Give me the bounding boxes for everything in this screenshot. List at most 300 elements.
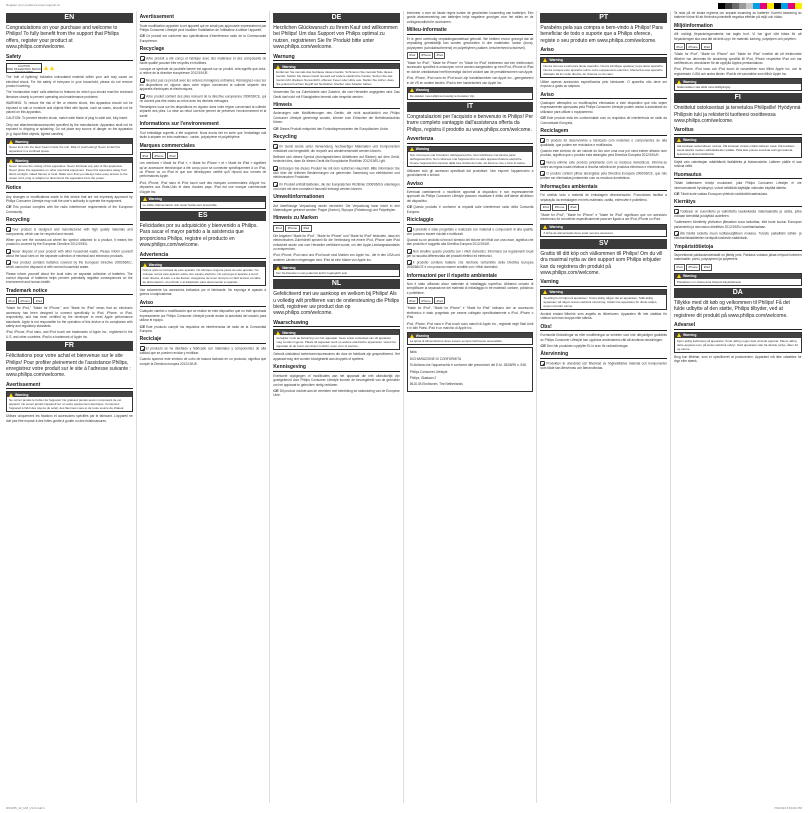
warning-triangle-icon [543,225,547,229]
made-for-logo: iPhone [686,264,700,271]
language-heading: SV [540,239,667,249]
warning-text: Fjern aldrig kabinettet på apparatet. Smør aldrig nogen dele af dette apparat. Placer aldrig dette apparat oven på andet elektrisk udstyr. Hold apparatet væk fra direkte sollys, åben ild og varme. [676,338,798,351]
recycling-text: Ne jetez pas ce produit avec les ordures ménagères ordinaires. Renseignez-vous sur les dispositions en vigueur dans votre région concernant la collecte séparée des appareils électriques et électroniques. [139,78,267,92]
welcome-intro: Felicidades por su adquisición y bienvenido a Philips. Para sacar el mayor partido a la asistencia que proporciona Philips, registre el producto en www.philips.com/welcome. [139,222,258,249]
color-swatches [718,3,802,9]
warning-label: Warning [282,64,296,69]
ce-notice [140,34,267,43]
section-heading: Recycling [6,217,133,225]
body-paragraph: Please inform yourself about the local rules on separate collection of batteries. The correct disposal of batteries helps prevent potentially negative consequences on the environment and human health. [6,271,133,285]
italy-declaration-line: Si dichiara che l'apparecchio è conforme alle prescrizioni del D.M. 28/08/95 n. 548. [409,363,527,368]
body-paragraph: Eventuali cambiamenti o modifiche apportati al dispositivo e non espressamente approvati da Philips Consumer Lifestyle possono invalidare il diritto dell'utente all'utilizzo del dispositivo. [406,190,534,203]
warning-label: Warning [15,158,29,163]
body-paragraph: Cuando aparece este símbolo de cubo de basura tachado en un producto, significa que cumple la Directiva europea 2012/19/UE. [139,357,267,366]
made-for-logo: iPad [434,52,445,59]
crossed-bin-icon [407,227,412,232]
ce-notice-text: Ce produit est conforme aux spécifications d'interférence radio de la Communauté Européenne. [139,34,267,43]
made-for-logos [674,43,802,50]
body-paragraph: "Made for iPod", "Made for iPhone" e "Made for iPad" significam que um acessório electrónico foi concebido especificamente para ser ligado a um iPod, iPhone ou iPad. [540,212,667,222]
warning-box [140,196,267,209]
ce-notice-text: Dit product voldoet aan de vereisten met betrekking tot radiostoring van de Europese Unie. [273,388,400,398]
crossed-bin-icon [674,209,679,214]
warning-text: Never look into the laser beam inside the unit. Risk of overheating! Never install this apparatus in a confined space. [9,145,121,153]
language-heading: IT [407,102,534,112]
body-paragraph: Renseignez-vous sur les dispositions en vigueur dans votre région concernant la collecte séparée des piles. La mise au rebut correcte permet de préserver l'environnement et la santé. [139,105,267,118]
section-heading: Recycling [273,134,400,142]
body-paragraph: Cualquier cambio o modificación que se realice en este dispositivo que no esté aprobada expresamente por Philips Consumer Lifestyle puede anular la autoridad del usuario para utilizar el equipo. [139,309,267,323]
language-heading: ES [140,211,267,221]
ce-mark-icon: CE [139,323,146,329]
crossed-bin-icon [140,78,145,83]
italy-declaration-line: Philips Consumer Lifestyle [409,369,448,374]
made-for-logo: iPad [568,204,579,211]
warning-box [140,261,267,286]
recycling-text: Il prodotto contiene batterie che rientrano nell'ambito della Direttiva Europea 2006/66/CE e non possono essere smaltite con i rifiuti domestici. [406,260,534,270]
crossed-bin-icon [140,56,145,61]
crossed-bin-icon [140,346,145,351]
color-swatch [732,3,739,9]
made-for-logos [273,225,400,232]
warning-box [674,78,802,91]
body-paragraph: Lorsque ce symbole de poubelle barrée est apposé sur un produit, cela signifie que celui-ci relève de la directive européenne 2012/19/UE. [139,67,267,76]
recycling-text: Nunca elimine este produto juntamente com os resíduos domésticos. Informe-se sobre as regras locais relativas à recolha selectiva de produtos eléctricos e electrónicos. [540,160,667,169]
warning-triangle-icon [543,58,547,62]
column-2 [137,11,271,803]
italy-declaration-line: DICHIARAZIONE DI CONFORMITÀ [409,356,462,361]
warning-box [407,332,534,345]
color-swatch [760,3,767,9]
warning-triangle-icon [143,263,147,267]
recycling-notice [273,144,400,153]
language-heading: FI [674,93,802,103]
footer-file: DS1155_12_UM_V1.0.indd 1 [6,806,45,810]
welcome-intro: Congratulazioni per l'acquisto e benvenuto in Philips! Per trarre completo vantaggio dall'assistenza offerta da Philips, registra il prodotto su www.philips.com/welcome. [406,113,534,133]
warning-box [6,157,133,182]
made-for-logo: iPod [6,297,17,304]
made-for-logos [140,152,267,159]
warning-label: Warning [15,139,29,144]
warning-text: Entfernen Sie niemals das Gehäuse dieses Geräts. Schmieren Sie niemals Teile dieses Geräts. Stellen Sie dieses Gerät niemals auf andere elektrische Geräte. Setzen Sie das Gerät nicht direktem Sonnenlicht, offenem Feuer oder Hitze aus. Stellen Sie sicher, dass Sie jederzeit leichten Zugriff auf Netzkabel, Stecker oder Adapter haben. [276,70,394,87]
section-heading: Informations sur l'environnement [140,121,267,129]
made-for-logo: iPad [701,264,712,271]
recycling-notice [540,361,667,370]
language-heading: DA [674,288,802,298]
recycling-notice [140,94,267,103]
warning-triangle-icon [410,334,414,338]
warning-box [674,273,802,286]
column-6 [671,11,805,803]
warning-triangle-icon [276,65,280,69]
warning-triangle-icon [677,274,681,278]
language-heading: FR [6,341,133,351]
ce-notice-text: This product complies with the radio interference requirements of the European Community. [6,205,133,214]
warning-text: Nunca quite la carcasa de este aparato. No lubrique ninguna pieza de este aparato. No coloque nunca este aparato sobre otro equipo eléctrico. No exponga el aparato a la luz solar directa, al calor o a las llamas. Asegúrese de tener siempre un fácil acceso al cable de alimentación, al enchufe o al adaptador para desconectar el aparato. [142,268,261,285]
crossed-bin-icon [407,249,412,254]
made-for-logo: iPad [434,297,445,304]
recycling-text: Älä hävitä tuotetta muun kotitalousjätteen mukana. Tutustu paikallisiin sähkö- ja elektroniikkalaitteiden keräystä koskeviin säädöksiin. [673,231,802,241]
recycling-text: Produkten är utvecklad och tillverkad av högkvalitativa material och komponenter som både kan återvinnas och återanvändas. [540,361,667,370]
section-heading: Obs! [540,324,667,332]
warning-triangle-icon [9,393,13,397]
warning-section-heading: Aviso [540,47,667,55]
body-paragraph: Gebruik uitsluitend toebehoren/accessoires die door de fabrikant zijn gespecificeerd. Het apparaat mag niet worden blootgesteld aan druppels of spetters. [273,352,400,361]
body-paragraph: iPod, iPhone, iPod nano, and iPod touch are trademarks of Apple Inc., registered in the U.S. and other countries. iPad is a trademark of Apple Inc. [6,330,133,339]
ce-mark-icon: CE [273,125,279,131]
warning-section-heading: Warnung [273,54,400,62]
body-paragraph: Eventuele wijzigingen of modificaties aan het apparaat die niet uitdrukkelijk zijn goedgekeurd door Philips Consumer Lifestyle kunnen de bevoegdheid van de gebruiker om het apparaat te gebruiken nietig verklaren. [273,373,400,387]
body-paragraph: Use solamente los accesorios indicados por el fabricante. No exponga el aparato a goteos ni salpicaduras. [139,288,267,297]
color-swatch [781,3,788,9]
recycling-text: Ihr Produkt enthält Batterien, die der Europäischen Richtlinie 2006/66/EG unterliegen und nicht mit dem normalen Hausmüll entsorgt werden können. [273,181,400,191]
section-heading: Reciclagem [540,128,667,136]
color-swatch [718,3,725,9]
crossed-bin-icon [540,160,545,165]
body-paragraph: Tout emballage superflu a été supprimé. Nous avons fait en sorte que l'emballage soit facile à séparer en trois matériaux : carton, polystyrène et polyéthylène. [139,130,267,140]
warning-triangle-icon [543,290,547,294]
recycling-notice [273,166,400,180]
italy-declaration-line: Italia [409,350,417,355]
ce-notice [674,192,802,196]
warning-label: Warning [682,274,697,279]
body-paragraph: Käytä vain valmistajan määrittämiä lisälaitteita ja lisävarusteita. Laitteen päälle ei saa roiskua vettä. [673,159,802,169]
warning-text: Verwijder nooit de behuizing van het apparaat. Geen enkel onderdeel van dit apparaat mag worden ingevet. Plaats dit apparaat nooit op andere elektrische apparatuur. Houd het apparaat uit de buurt van direct zonlicht, open vuur of warmte. [276,336,396,349]
section-heading: Aviso [140,300,267,308]
body-paragraph: The 'bolt of lightning' indicates uninsulated material within your unit may cause an electrical shock. For the safety of everyone in your household, please do not remove product covering. [6,75,133,88]
color-swatch [725,3,732,9]
warning-triangle-icon [143,197,147,201]
ce-notice [6,205,133,214]
body-paragraph: CAUTION: To prevent electric shock, match wide blade of plug to wide slot, fully insert. [6,116,129,121]
body-paragraph: iPod, iPhone, iPod nano och iPod touch är varumärken som tillhör Apple Inc. och är registrerade i USA och andra länder. iPad är ett varumärke som tillhör Apple Inc. [673,67,802,76]
welcome-intro: Congratulations on your purchase and welcome to Philips! To fully benefit from the support that Philips offers, register your product at www.philips.com/welcome. [6,25,120,51]
made-for-logo: iPad [167,152,178,159]
warning-text: Le câble d'alimentation doit rester facilement accessible. [142,202,218,207]
warning-text: Non rimuovere mai l'involucro dell'apparecchio. Non lubrificare mai alcuna parte dell'apparecchio. Non collocare mai l'apparecchio su altre apparecchiature elettriche. Tenere l'apparecchio lontano dalla luce diretta del sole, da fiamme vive o fonti di calore. [409,152,526,165]
italy-declaration-box [407,347,534,391]
welcome-intro: Herzlichen Glückwunsch zu Ihrem Kauf und willkommen bei Philips! Um das Support von Philips optimal zu nutzen, registrieren Sie Ihr Produkt bitte unter www.philips.com/welcome. [273,25,398,51]
warning-label: Warning [148,197,163,202]
warning-label: Warning [549,290,563,295]
warning-triangle-icon [9,159,13,163]
warning-label: Warning [682,79,697,84]
section-heading: Informazioni per il rispetto ambientale [407,273,534,281]
crossed-bin-icon [540,171,545,176]
section-heading: Kennisgeving [273,364,400,372]
ce-notice-text: Este produto está em conformidade com os requisitos de interferência de rádio da Comunidade Europeia. [540,116,667,125]
recycling-notice [6,227,133,236]
warning-triangle-icon [410,147,414,151]
warning-text: Nätkontakten ska alltid vara lättillgänglig. [676,85,732,90]
ce-mark-icon: CE [540,342,546,348]
recycling-text: O produto contém pilhas abrangidas pela Directiva Europeia 2006/66/CE, que não podem ser eliminadas juntamente com os resíduos domésticos. [540,171,667,181]
made-for-logos [407,297,534,304]
caution-label-box [6,63,42,73]
section-heading: Ympäristötietoja [674,244,802,252]
made-for-logo: iPhone [152,152,166,159]
ce-notice [540,344,667,348]
section-heading: Informações ambientais [540,184,667,192]
section-heading: Umweltinformationen [273,194,400,202]
warning-text: De stekker moet altijd eenvoudig te bereiken zijn. [409,93,476,98]
warning-section-heading: Varoitus [674,127,802,135]
caution-label-line: CAUTION [18,65,30,69]
color-swatch [753,3,760,9]
body-paragraph: Auf überflüssige Verpackung wurde verzichtet. Die Verpackung kann leicht in drei Materialtypen getrennt werden: Pappe (Karton), Styropor (Polsterung) und Polyethylen. [273,203,400,212]
recycling-text: Ihr Gerät wurde unter Verwendung hochwertiger Materialien und Komponenten entwickelt und hergestellt, die recycelt und wiederverwendet werden können. [273,143,400,153]
body-paragraph: Eventuella förändringar av eller modifieringar av enheten som inte uttryckligen godkänts av Philips Consumer Lifestyle kan upphäva användarens rätt att använda utrustningen. [540,333,667,342]
recycling-notice [140,346,267,355]
caution-label-line: RISK OF ELECTRIC SHOCK DO NOT OPEN [7,68,41,75]
warning-text: Ne retirez jamais le boîtier de l'appareil. Ne graissez jamais aucun composant de cet appareil. Ne posez jamais l'appareil sur un autre équipement électrique. Conservez l'appareil à l'abri des rayons du soleil, des flammes nues et de toute source de chaleur. [9,398,125,411]
warning-section-heading: Advarsel [674,322,802,330]
body-paragraph: Använd endast tillbehör som angetts av tillverkaren. Apparaten får inte utsättas för vätskor som kan droppa eller stänka. [540,311,667,321]
body-paragraph: Die Angaben "Made for iPod", "Made for iPhone" und "Made for iPad" bedeuten, dass ein elektronisches Zubehörteil speziell für die Verbindung mit einem iPod, iPhone oder iPad entwickelt wurde und vom Hersteller zertifiziert wurde, um den Apple-Leistungsstandards zu entsprechen. [273,233,400,252]
warning-text: Pistokkeen on oltava aina helposti käytettävissä. [676,279,742,284]
ce-mark-icon: CE [139,33,146,39]
recycling-notice [540,138,667,147]
body-paragraph: Befindet sich dieses Symbol (durchgestrichene Abfalltonne auf Rädern) auf dem Gerät, bedeutet dies, dass für dieses Gerät die Europäische Richtlinie 2012/19/EU gilt. [273,154,400,164]
recycling-notice [540,171,667,180]
recycling-text: Votre produit contient des piles relevant de la directive européenne 2006/66/CE, qui ne doivent pas être mises au rebut avec les déchets ménagers. [139,94,267,103]
color-swatch [767,3,774,9]
recycling-notice [6,260,133,269]
made-for-logo: iPod [674,43,685,50]
section-heading: Återvinning [540,351,667,359]
body-paragraph: Utilize apenas acessórios especificados pelo fabricante. O aparelho não deve ser exposto a gotas ou salpicos. [540,79,667,89]
body-paragraph: "Made for iPod", "Made for iPhone" och "Made for iPad" innebär att ett elektroniskt tillbehör har utformats för anslutning specifikt till iPod, iPhone respektive iPad och har certifierats av utvecklaren för att uppfylla Apples prestandakrav. [673,52,802,65]
ce-mark-icon: CE [406,204,413,210]
column-1 [3,11,137,803]
body-paragraph: When you see the crossed-out wheel bin symbol attached to a product, it means the product is covered by the European Directive 2012/19/EU. [6,238,133,247]
warning-box [540,224,667,237]
warning-section-heading: Advertencia [140,252,267,260]
recycling-notice [407,249,534,258]
section-heading: Avviso [407,181,534,189]
recycling-notice [6,249,133,258]
section-heading: Safety [6,54,133,62]
recycling-text: Your product contains batteries covered by the European Directive 2006/66/EC, which cannot be disposed of with normal household waste. [6,260,133,270]
ce-notice [407,205,534,214]
warning-box [540,57,667,78]
caution-symbols [6,63,133,73]
register-line: Register your product and get support at [6,3,60,7]
section-heading: Hinweis zu Marken [273,215,400,223]
recycling-notice [674,231,802,240]
body-paragraph: Quando este símbolo de um caixote do lixo com uma cruz por cima estiver afixado num produto, significa que o produto está abrangido pela Directiva Europeia 2012/19/UE. [540,148,667,158]
body-paragraph: Quando su un prodotto si trova il simbolo del bidone dei rifiuti con una croce, significa che tale prodotto è soggetto alla Direttiva Europea 2012/19/UE. [406,237,534,247]
body-paragraph: Utilisez uniquement les fixations et accessoires spécifiés par le fabricant. L'appareil ne doit pas être exposé à des fuites goutte à goutte ou des éclaboussures. [6,414,133,423]
body-paragraph: The 'exclamation mark' calls attention to features for which you should read the enclosed literature closely to prevent operating and maintenance problems. [6,90,133,99]
warning-box [674,332,802,353]
made-for-logo: iPod [140,152,151,159]
crossed-bin-icon [273,182,278,187]
made-for-logos [407,52,534,59]
body-paragraph: Brug kun tilbehør, som er specificeret af producenten. Apparatet må ikke udsættes for dryp eller stænk. [673,354,802,363]
made-for-logos [674,264,802,271]
body-paragraph: Allt onödigt förpackningsmaterial har tagits bort. Vi har gjort vårt bästa för att förpackningen ska vara lätt att dela upp i tre material: kartong, polystyren och polyeten. [673,32,802,41]
crossed-bin-icon [273,166,278,171]
warning-box [540,289,667,310]
warning-box [273,63,400,88]
made-for-logo: iPhone [18,297,32,304]
warning-box [6,138,133,155]
warning-triangle-icon [677,333,681,337]
welcome-intro: Grattis till ditt köp och välkommen till Philips! Om du vill dra maximal nytta av den support som Philips erbjuder kan du registrera din produkt på www.philips.com/welcome. [540,250,663,276]
warning-text: Ta aldrig bort höljet på apparaten. Smörj aldrig någon del av apparaten. Ställ aldrig apparaten på någon annan elektrisk utrustning. Utsätt inte apparaten för direkt solljus, öppen eld eller värme. [543,295,658,308]
warning-label: Warning [282,265,296,270]
color-swatch [788,3,795,9]
warning-label: Warning [549,58,563,63]
recycling-notice [140,56,267,65]
crossed-bin-icon [6,260,11,265]
warning-text: Älä koskaan avaa laitteen runkoa. Älä koskaan voitele mitään laitteen osaa. Älä koskaan aseta laitetta muiden sähkölaitteiden päälle. Pidä laite poissa suorasta auringonvalosta, liekeistä ja lämmönlähteistä. [676,143,795,156]
body-paragraph: WARNING: To reduce the risk of fire or electric shock, this apparatus should not be exposed to rain or moisture and objects filled with liquids, such as vases, should not be placed on this apparatus. [6,101,133,114]
color-swatch [774,3,781,9]
section-heading: Avertissement [140,14,267,22]
language-heading: DE [273,13,400,23]
warning-triangle-icon [276,331,280,335]
made-for-logo: iPod [407,52,418,59]
welcome-intro: Onnittelut ostoksestasi ja tervetuloa Philipsille! Hyödynnä Philipsin tuki ja rekisteröi tuotteesi osoitteessa www.philips.com/welcome. [673,105,801,124]
recycling-notice [540,160,667,169]
made-for-logo: iPhone [419,297,433,304]
made-for-logo: iPhone [552,204,566,211]
body-paragraph: iPod, iPhone, iPod nano et iPod touch sont des marques commerciales d'Apple Inc. déposées aux États-Unis et dans d'autres pays. iPad est une marque commerciale d'Apple Inc. [139,180,267,194]
ce-notice [273,127,400,131]
body-paragraph: iPod, iPhone, iPod nano en iPod touch zijn handelsmerken van Apple Inc., geregistreerd in de VS en andere landen. iPad is een handelsmerk van Apple Inc. [406,76,534,85]
section-heading: Trademark notice [6,288,133,296]
body-paragraph: Non è stato utilizzato alcun materiale di imballaggio superfluo. Abbiamo cercato di semplificare la separazione dei materiali di imballaggio in tre materiali: cartone, polistirolo e polietilene. [406,282,534,295]
warning-label: Warning [15,392,29,397]
made-for-logo: iPod [273,225,284,232]
italy-declaration-line: Philips, Glaslaan 2 [409,375,437,380]
warning-label: Warning [148,262,163,267]
ce-mark-icon: CE [540,115,546,121]
ce-mark-icon: CE [6,204,12,210]
ce-mark-icon: CE [673,191,680,196]
body-paragraph: Tuotteeseen kiinnitetty yliviivatun jäteastian kuva tarkoittaa, että tuote kuuluu Euroopan parlamentin ja neuvoston direktiivin 2012/19/EU soveltamisalaan. [673,220,802,229]
crossed-bin-icon [6,249,11,254]
crossed-bin-icon [273,144,278,149]
body-paragraph: Tähän laitteeseen tehdyt muutokset, joita Philips Consumer Lifestyle ei ole nimenomaisesti hyväksynyt, voivat mitätöidä käyttäjän oikeuden käyttää laitetta. [673,181,802,190]
section-heading: Huomautus [674,172,802,180]
ce-notice-text: Tämä tuote vastaa Euroopan yhteisön radiohäiriövaatimuksia. [680,192,768,196]
italy-declaration-line: 5616 JB Eindhoven, The Netherlands [409,382,463,387]
welcome-intro: Parabéns pela sua compra e bem-vindo à Philips! Para beneficiar de todo o suporte que a Philips oferece, registe o seu produto em www.philips.com/welcome. [540,25,663,44]
column-5 [537,11,671,803]
section-heading: Recyclage [140,46,267,54]
warning-text: Nunca remova a estrutura deste aparelho. Nunca lubrifique qualquer peça deste aparelho. Nunca coloque este aparelho sobre outro equipamento eléctrico. Mantenha este aparelho afastado da luz solar directa, de chamas ou do calor. [543,63,664,76]
language-heading: NL [273,279,400,289]
warning-box [273,329,400,350]
recycling-text: Non smaltire questo prodotto con i rifiuti domestici. Informarsi sui regolamenti locali per la raccolta differenziata dei prodotti elettrici ed elettronici. [406,249,534,258]
color-swatch [746,3,753,9]
section-heading: Miljöinformation [674,23,802,31]
made-for-logo: iPod [407,297,418,304]
warning-label: Warning [282,330,296,335]
manual-page [3,11,805,803]
recycling-text: Votre produit a été conçu et fabriqué avec des matériaux et des composants de haute qualité pouvant être recyclés et réutilisés. [139,55,267,65]
body-paragraph: Er is geen overbodig verpakkingsmateriaal gebruikt. We hebben ervoor gezorgd dat de verpakking gemakkelijk kan worden gescheiden in drie materialen: karton (doos), polystyreen (schokabsorberend) en polyethyleen (zakken, beschermend schuimvel). [406,36,534,50]
section-heading: Hinweis [273,102,400,110]
welcome-intro: Félicitations pour votre achat et bienvenue sur le site Philips! Pour profiter pleinement de l'assistance Philips, enregistrez votre produit sur le site à l'adresse suivante : www.philips.com/welcome. [6,353,131,379]
warning-triangle-icon [410,88,414,92]
section-heading: Kierrätys [674,199,802,207]
column-4 [404,11,538,803]
recycling-text: El producto se ha diseñado y fabricado con materiales y componentes de alta calidad que se pueden reciclar y reutilizar. [139,346,267,355]
section-heading: Notice [6,185,133,193]
made-for-logo: iPhone [285,225,299,232]
recycling-text: Never dispose of your product with other household waste. Please inform yourself about the local rules on the separate collection of electrical and electronic products. [6,249,133,258]
language-heading: EN [6,13,133,23]
made-for-logo: iPad [301,225,312,232]
made-for-logo: iPad [33,297,44,304]
made-for-logo: iPhone [419,52,433,59]
body-paragraph: Any changes or modifications made to this device that are not expressly approved by Philips Consumer Lifestyle may void the user's authority to operate the equipment. [6,194,133,203]
warning-triangle-icon [677,80,681,84]
body-paragraph: Änderungen oder Modifizierungen des Geräts, die nicht ausdrücklich von Philips Consumer Lifestyle genehmigt wurden, können zum Erlöschen der Betriebserlaubnis führen. [273,111,400,125]
body-paragraph: Only use attachments/accessories specified by the manufacturer. Apparatus shall not be exposed to dripping or splashing. Do not place any source of danger on the apparatus (e.g. liquid filled objects, lighted candles). [6,122,133,136]
recycling-text: Il prodotto è stato progettato e realizzato con materiali e componenti di alta qualità, che possono essere riciclati e riutilizzati. [406,226,534,236]
warning-label: Warning [415,333,430,338]
body-paragraph: Ta reda på de lokala reglerna om separat insamling av batterier. Korrekt kassering av batterier bidrar till att förhindra potentiellt negativa effekter på miljö och hälsa. [673,11,802,20]
recycling-notice [273,182,400,191]
ce-notice [140,325,267,334]
warning-box [407,146,534,167]
section-heading: Reciclaje [140,336,267,344]
warning-label: Warning [415,88,430,93]
warning-label: Warning [682,138,697,143]
crossed-bin-icon [140,94,145,99]
body-paragraph: Toute modification apportée à cet appareil qui ne serait pas approuvée expressément par Philips Consumer Lifestyle peut invalider l'habilitation de l'utilisateur à utiliser l'appareil. [139,23,267,32]
recycling-text: Tuotteesi on suunniteltu ja valmistettu laadukkaista materiaaleista ja osista, jotka voidaan kierrättää ja käyttää uudelleen. [673,209,802,218]
print-registration-bar [0,3,808,9]
body-paragraph: Verwenden Sie nur Zubehörteile oder Zubehör, die vom Hersteller angegeben sind. Das Gerät darf nicht mit Flüssigkeiten benetzt oder bespritzt werden. [273,90,400,99]
ce-notice-text: Dieses Produkt entspricht den Funkstörgrenzwerten der Europäischen Union. [279,126,390,131]
made-for-logos [6,297,133,304]
body-paragraph: Utilizzare solo gli accessori specificati dal produttore. Non esporre l'apparecchio a gocciolamenti o schizzi. [406,168,534,178]
body-paragraph: "Made for iPod", "Made for iPhone" e "Made for iPad" indicano che un accessorio elettronico è stato progettato per essere collegato specificatamente a iPod, iPhone o iPad. [406,306,534,320]
crossed-bin-icon [674,231,679,236]
recycling-notice [674,209,802,218]
footer-date: 7/4/2013 3:54:01 PM [774,806,802,810]
warning-triangle-icon [276,266,280,270]
made-for-logo: iPhone [686,43,700,50]
warning-text: Der Netzstecker muss jederzeit leicht zugänglich sein. [276,271,349,276]
body-paragraph: "Made for iPod", "Made for iPhone" en "Made for iPad" betekenen dat een elektronisch accessoire specifiek is ontworpen om te worden aangesloten op een iPod, iPhone of iPad en dat de ontwikkelaar heeft bevestigd dat het voldoet aan de prestatienormen van Apple. [406,60,534,74]
section-heading: Marques commerciales [140,143,267,151]
crossed-bin-icon [407,260,412,265]
body-paragraph: Les mentions « Made for iPod », « Made for iPhone » et « Made for iPad » signifient qu'un accessoire électronique a été conçu pour se connecter spécifiquement à un iPod, un iPhone ou un iPad et que son développeur certifie qu'il répond aux normes de performances Apple. [139,161,267,179]
ce-notice-text: Este producto cumple los requisitos de interferencias de radio de la Comunidad Europea. [139,324,267,333]
recycling-text: Entsorgen Sie dieses Produkt nie mit dem restlichen Hausmüll. Bitte informieren Sie sich über die örtlichen Bestimmungen zur getrennten Sammlung von elektrischen und elektronischen Produkten. [273,166,400,180]
body-paragraph: Foi omitido todo o material de embalagem desnecessário. Procurámos facilitar a separação da embalagem em três materiais: cartão, esferovite e polietileno. [540,193,667,202]
exclamation-triangle-icon [50,66,54,70]
ce-notice-text: Questo prodotto è conforme ai requisiti sulle interferenze radio della Comunità Europea. [406,205,534,214]
body-paragraph: iPod, iPhone, iPod nano e iPod touch sono marchi di Apple Inc., registrati negli Stati Uniti e in altri Paesi. iPad è un marchio di Apple Inc. [406,321,534,330]
lightning-triangle-icon [44,66,48,70]
language-heading: PT [540,13,667,23]
warning-box [407,87,534,100]
section-heading: Aviso [540,92,667,100]
color-swatch [795,3,802,9]
recycling-notice [140,78,267,92]
crossed-bin-icon [540,361,545,366]
warning-triangle-icon [677,138,681,142]
recycling-text: Your product is designed and manufactured with high quality materials and components, which can be recycled and reused. [6,226,133,236]
section-heading: Milieu-informatie [407,27,534,35]
body-paragraph: "Made for iPod," "Made for iPhone," and "Made for iPad" mean that an electronic accessory has been designed to connect specifically to iPod, iPhone, or iPad, respectively, and has been certified by the developer to meet Apple performance standards. Apple is not responsible for the operation of this device or its compliance with safety and regulatory standards. [6,306,133,328]
